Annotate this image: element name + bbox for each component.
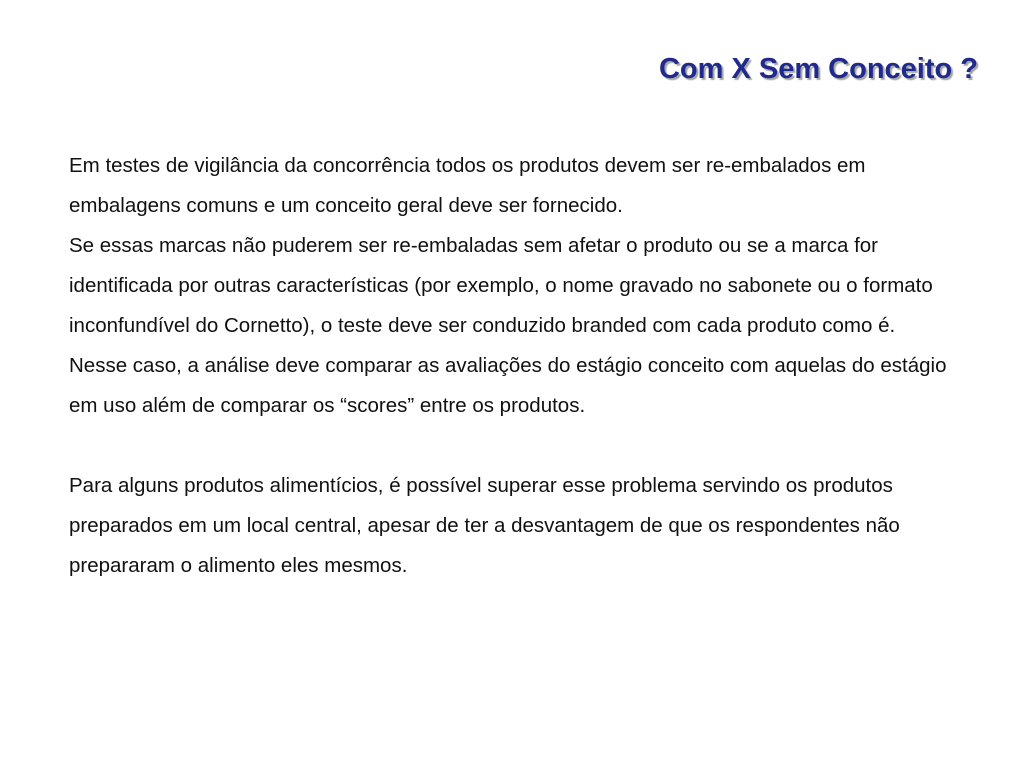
- paragraph-blind-test: Em testes de vigilância da concorrência todos os produtos devem ser re-embalados em embalagens comuns e um conceito geral deve ser fornecido.: [69, 154, 866, 217]
- paragraph-spacer: [69, 426, 979, 466]
- paragraph-food-products: Para alguns produtos alimentícios, é possível superar esse problema servindo os produtos preparados em um local central, apesar de ter a desvantagem de que os respondentes não prepararam o alimento eles mesmos.: [69, 474, 900, 577]
- slide-body: [69, 146, 979, 586]
- slide-title: Com X Sem Conceito ?: [658, 53, 978, 85]
- paragraph-analysis: Nesse caso, a análise deve comparar as avaliações do estágio conceito com aquelas do estágio em uso além de comparar os “scores” entre os produtos.: [69, 354, 947, 417]
- paragraph-branded-test: Se essas marcas não puderem ser re-embaladas sem afetar o produto ou se a marca for identificada por outras características (por exemplo, o nome gravado no sabonete ou o formato inconfundível do Cornetto), o teste deve ser conduzido branded com cada produto como é.: [69, 234, 933, 337]
